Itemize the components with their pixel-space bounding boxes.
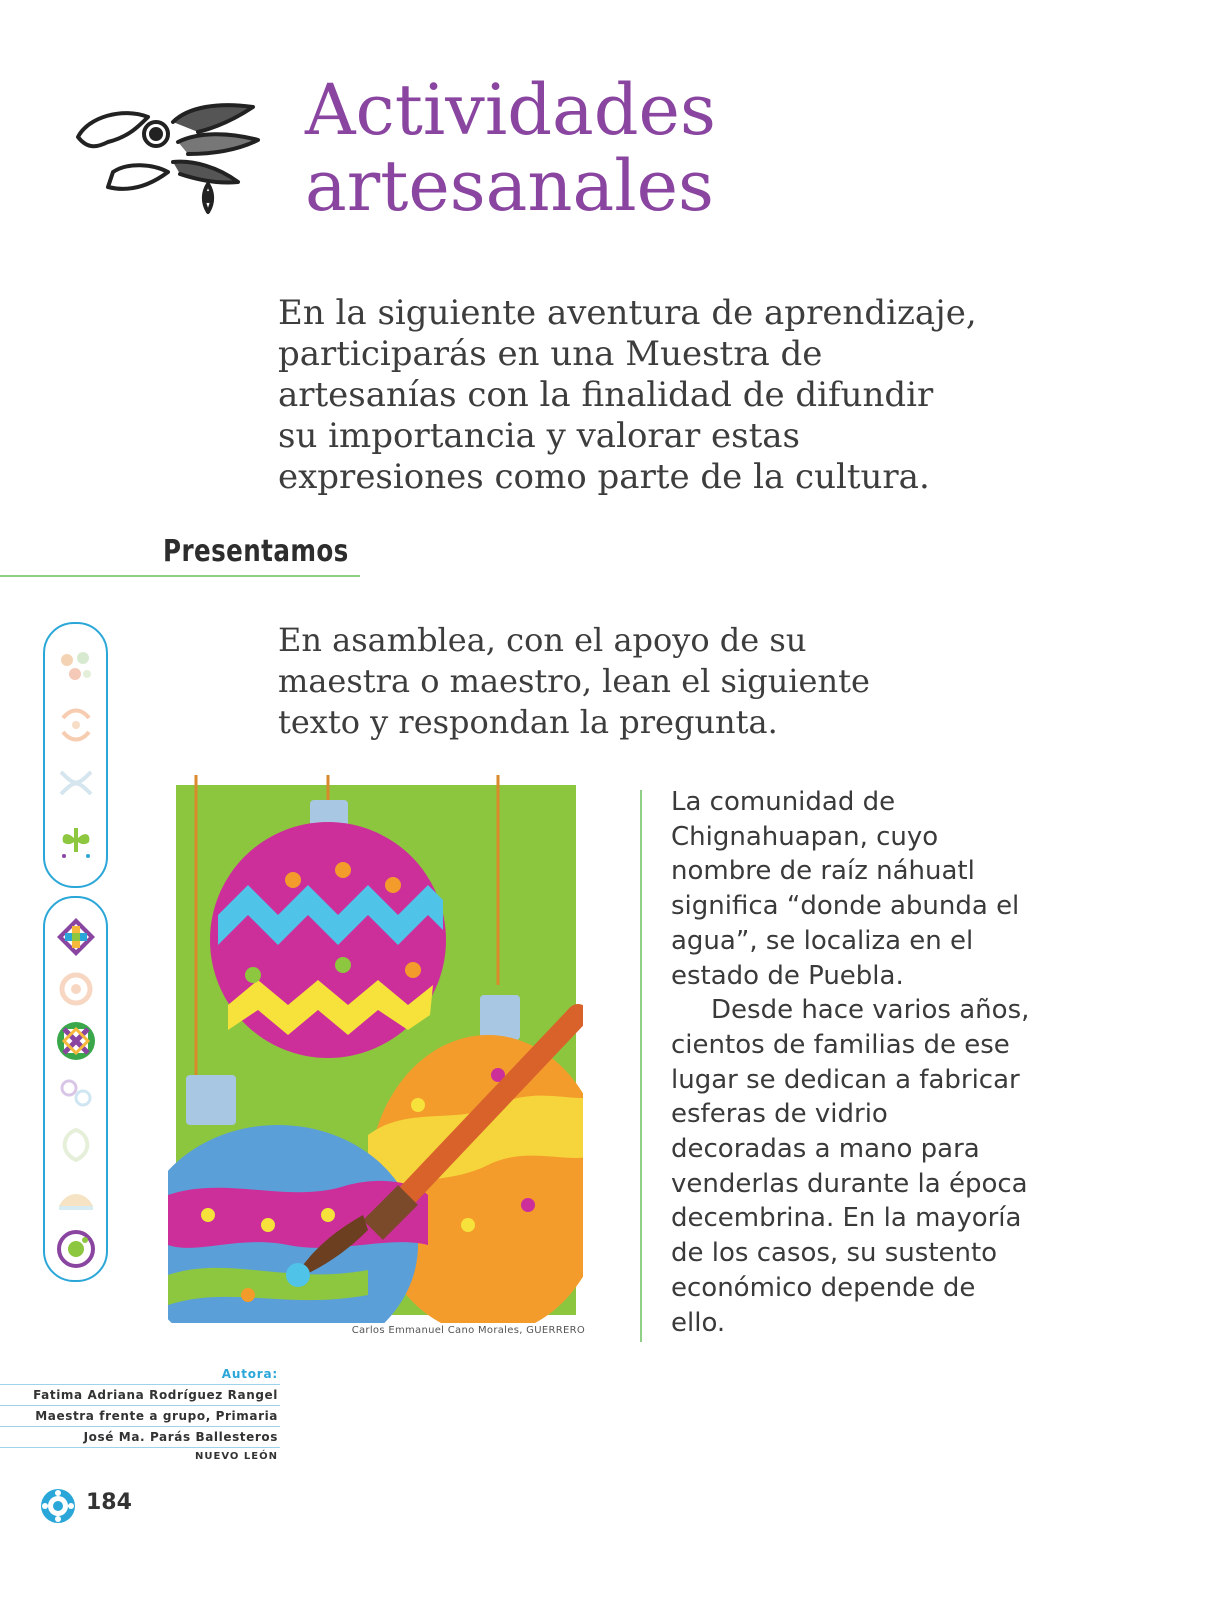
side-rail-top	[43, 622, 108, 888]
serpent-head-icon	[68, 92, 268, 217]
title-line-1: Actividades	[305, 69, 716, 151]
reading-text	[671, 785, 1031, 1340]
ornaments-illustration	[168, 775, 583, 1323]
section-heading: Presentamos	[163, 534, 349, 569]
page-number: 184	[86, 1490, 132, 1515]
author-state: NUEVO LEÓN	[0, 1447, 280, 1465]
flower-badge-icon	[40, 1488, 76, 1524]
author-name: Fatima Adriana Rodríguez Rangel	[0, 1384, 280, 1405]
chain-icon	[55, 1072, 97, 1114]
hill-icon	[55, 1176, 97, 1218]
reading-paragraph-1: La comunidad de Chignahuapan, cuyo nombre de raíz náhuatl significa “donde abunda el agua”, se localiza en el estado de Puebla.	[671, 787, 1020, 991]
author-school: José Ma. Parás Ballesteros	[0, 1426, 280, 1447]
reading-rule	[640, 790, 642, 1342]
instruction-paragraph: En asamblea, con el apoyo de su maestra o maestro, lean el siguiente texto y respondan la pregunta.	[278, 621, 870, 741]
leaf-cluster-icon	[55, 646, 97, 688]
cross-diamond-icon	[55, 916, 97, 958]
author-block	[0, 1365, 280, 1465]
knot-icon	[55, 762, 97, 804]
side-rail-bottom	[43, 896, 108, 1282]
intro-paragraph: En la siguiente aventura de aprendizaje, participarás en una Muestra de artesanías con la finalidad de difundir su importancia y valorar estas expresiones como parte de la cultura.	[278, 293, 977, 497]
title-line-2: artesanales	[305, 145, 714, 227]
author-label: Autora:	[221, 1367, 278, 1381]
dancer-icon	[55, 704, 97, 746]
spiral-icon	[55, 968, 97, 1010]
section-divider	[0, 575, 360, 577]
splash-icon	[55, 1228, 97, 1270]
author-role: Maestra frente a grupo, Primaria	[0, 1405, 280, 1426]
illustration-credit: Carlos Emmanuel Cano Morales, GUERRERO	[351, 1325, 585, 1336]
reading-paragraph-2: Desde hace varios años, cientos de familias de ese lugar se dedican a fabricar esferas de vidrio decoradas a mano para venderlas durante la época decembrina. En la mayoría de los casos, su sustento económico depende de ello.	[671, 995, 1030, 1338]
sprout-icon	[55, 820, 97, 862]
woven-square-icon	[55, 1020, 97, 1062]
page-title	[305, 69, 716, 227]
shell-icon	[55, 1124, 97, 1166]
